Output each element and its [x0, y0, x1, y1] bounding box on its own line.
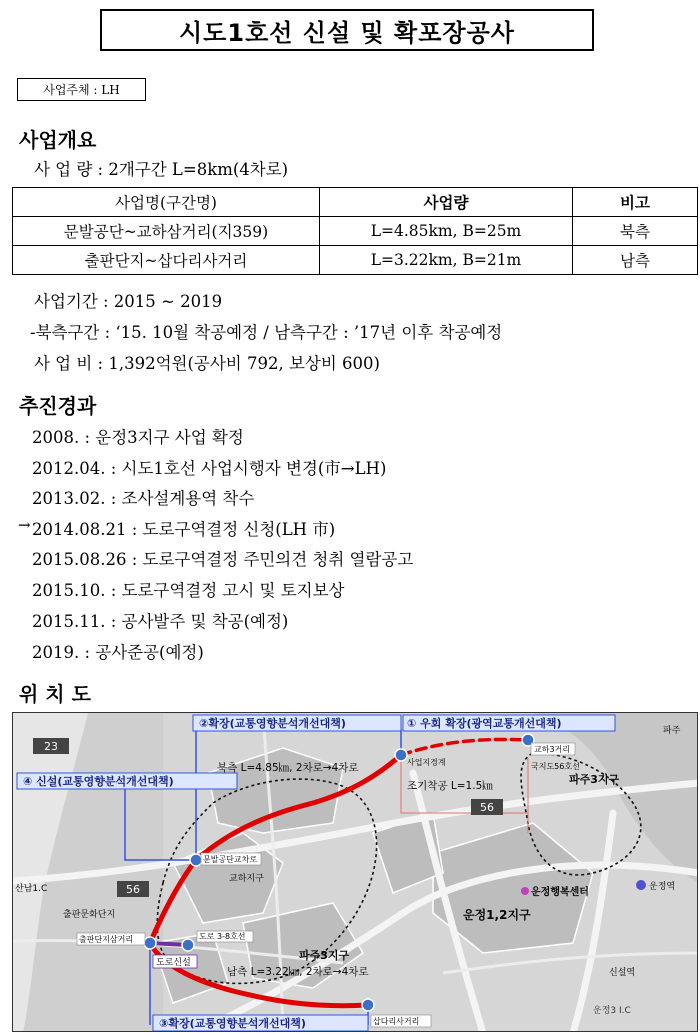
progress-item: 2015.08.26 : 도로구역결정 주민의견 청취 열람공고: [32, 550, 414, 569]
area-label: 운정1,2지구: [463, 908, 531, 922]
progress-item: 2019. : 공사준공(예정): [32, 643, 204, 662]
junction-marker: [144, 937, 156, 949]
table-cell: 문발공단~교하삼거리(지359): [13, 217, 320, 246]
progress-item: 2012.04. : 시도1호선 사업시행자 변경(市→LH): [32, 459, 387, 478]
progress-item: 2015.10. : 도로구역결정 고시 및 토지보상: [32, 581, 345, 600]
road-56-shield: 56: [126, 883, 140, 896]
progress-heading: 추진경과: [19, 394, 97, 418]
ic-label: 산남1.C: [15, 884, 48, 894]
ic-label: 운정3 I.C: [593, 1006, 631, 1016]
callout-3-label: ③확장(교통영향분석개선대책): [159, 1017, 306, 1030]
center-label: 운정행복센터: [531, 887, 589, 898]
overview-heading: 사업개요: [19, 128, 97, 152]
area-label: 파주3지구: [299, 949, 350, 962]
center-marker: [521, 887, 529, 895]
road-23-shield: 23: [44, 740, 58, 753]
progress-item: 2013.02. : 조사설계용역 착수: [32, 489, 255, 508]
overview-quantity: 사 업 량 : 2개구간 L=8km(4차로): [34, 160, 289, 179]
table-row: [13, 217, 698, 246]
junction-label: 교하3거리: [534, 745, 571, 754]
table-header-cell: 사업량: [320, 188, 573, 217]
table-row: [13, 246, 698, 275]
callout-1-label: ① 우회 확장(광역교통개선대책): [407, 717, 562, 730]
table-header-cell: 사업명(구간명): [13, 188, 320, 217]
area-label: 파주3지구: [569, 773, 620, 786]
junction-marker: [190, 854, 202, 866]
callout-4-label: ④ 신설(교통영향분석개선대책): [23, 775, 174, 788]
road-tag: 도로 3-8호선: [199, 932, 246, 941]
junction-label: 삽다리사거리: [373, 1017, 420, 1026]
station-marker: [636, 880, 646, 890]
table-cell: L=3.22km, B=21m: [320, 246, 573, 275]
overview-cost: 사 업 비 : 1,392억원(공사비 792, 보상비 600): [34, 354, 380, 373]
location-heading: 위 치 도: [19, 682, 91, 706]
north-section-label: 북측 L=4.85㎞, 2차로→4차로: [217, 762, 359, 774]
junction-marker: [362, 999, 374, 1011]
area-label: 교하지구: [229, 874, 264, 884]
project-summary-table: [12, 187, 698, 275]
table-cell: L=4.85km, B=25m: [320, 217, 573, 246]
area-label: 출판문화단지: [63, 910, 116, 920]
station-label: 신설역: [609, 968, 636, 978]
location-map-svg: [13, 713, 698, 1032]
south-section-label: 남측 L=3.22㎞, 2차로→4차로: [227, 966, 369, 978]
project-owner-box: 사업주체 : LH: [17, 78, 146, 101]
document-title: 시도1호선 신설 및 확포장공사: [100, 9, 594, 51]
place-label: 파주: [663, 726, 681, 736]
early-section-label: 조기착공 L=1.5㎞: [407, 780, 493, 792]
table-cell: 출판단지~삽다리사거리: [13, 246, 320, 275]
station-label: 운정역: [649, 882, 676, 892]
junction-marker: [395, 749, 407, 761]
arrow-icon: →: [18, 516, 31, 534]
overview-schedule: -북측구간 : ‘15. 10월 착공예정 / 남측구간 : ’17년 이후 착공예정: [30, 323, 503, 342]
progress-item: 2015.11. : 공사발주 및 착공(예정): [32, 612, 289, 631]
road-tag: 국지도56호선: [531, 762, 580, 771]
junction-label: 문발공단교차로: [203, 855, 258, 864]
table-cell: 북측: [573, 217, 698, 246]
progress-item: 2008. : 운정3지구 사업 확정: [32, 428, 244, 447]
callout-2-label: ②확장(교통영향분석개선대책): [199, 717, 346, 730]
table-header-cell: 비고: [573, 188, 698, 217]
table-cell: 남측: [573, 246, 698, 275]
new-road-label: 도로신설: [156, 958, 191, 968]
progress-item: 2014.08.21 : 도로구역결정 신청(LH 市): [32, 520, 336, 539]
road-tag: 사업지경계: [407, 758, 446, 767]
junction-marker: [182, 939, 194, 951]
location-map: [12, 712, 698, 1032]
road-56-shield-east: 56: [480, 801, 494, 814]
junction-label: 출판단지삼거리: [79, 935, 134, 944]
table-header-row: [13, 188, 698, 217]
overview-period: 사업기간 : 2015 ~ 2019: [34, 292, 223, 311]
